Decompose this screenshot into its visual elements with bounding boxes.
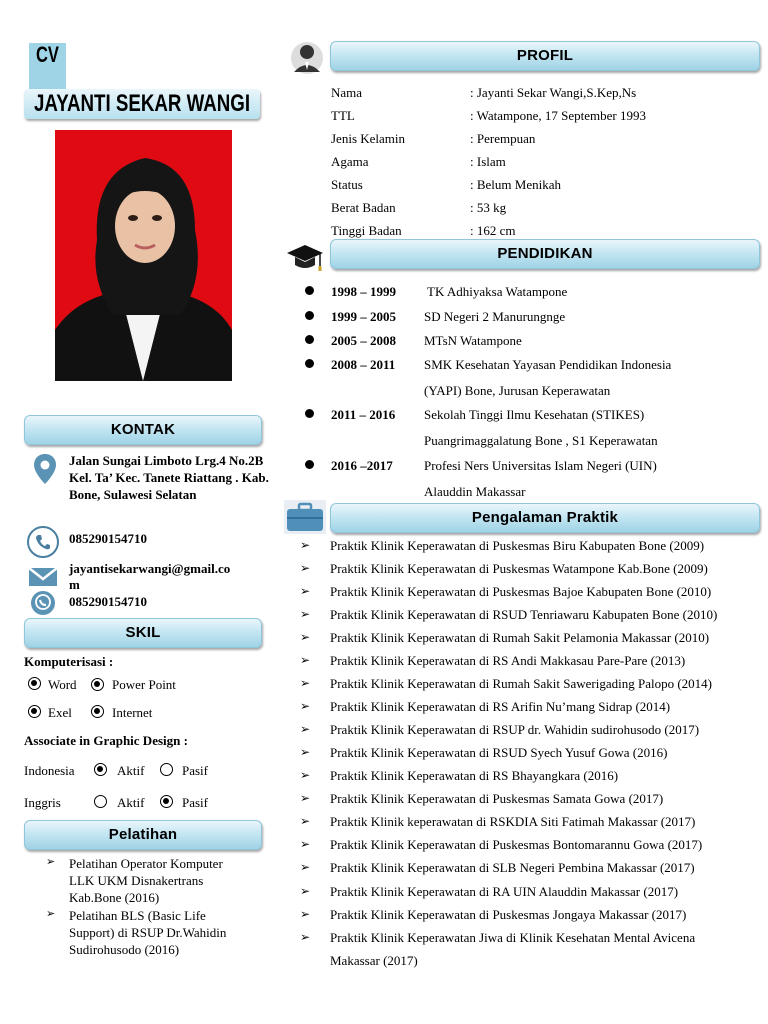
list-item-text: Praktik Klinik Keperawatan di SLB Negeri Pembina Makassar (2017) (330, 860, 695, 875)
edu-years: 1999 – 2005 (331, 309, 396, 324)
bullet-arrow-icon: ➢ (300, 745, 311, 759)
list-item-text: Praktik Klinik Keperawatan di RS Bhayangkara (2016) (330, 768, 619, 783)
profil-label: Status (331, 177, 363, 192)
list-item-text: Praktik Klinik Keperawatan di RSUD Tenriawaru Kabupaten Bone (2010) (330, 607, 718, 622)
edu-years: 2005 – 2008 (331, 333, 396, 348)
bullet-arrow-icon: ➢ (300, 768, 311, 782)
internet-radio (91, 705, 104, 718)
bullet-arrow-icon: ➢ (300, 676, 311, 690)
bullet-arrow-icon: ➢ (300, 930, 311, 944)
profil-values (470, 81, 646, 242)
indonesia-aktif-radio (94, 763, 107, 776)
mail-icon (28, 566, 58, 588)
profil-label: Jenis Kelamin (331, 131, 406, 146)
indonesia-aktif-label: Aktif (117, 763, 145, 778)
phone-icon (27, 526, 59, 558)
edu-school: SMK Kesehatan Yayasan Pendidikan Indonesia (424, 357, 672, 372)
pelatihan-item-line: LLK UKM Disnakertrans (69, 873, 204, 888)
indonesia-pasif-radio (160, 763, 173, 776)
skil-header (24, 618, 262, 648)
word-radio (28, 677, 41, 690)
list-item-text: Makassar (2017) (330, 953, 418, 968)
list-item-text: Praktik Klinik Keperawatan di Puskesmas Jongaya Makassar (2017) (330, 907, 687, 922)
contact-phone: 085290154710 (69, 531, 147, 546)
bullet-dot (305, 286, 314, 295)
bullet-arrow-icon: ➢ (300, 837, 311, 851)
pelatihan-item-line: Pelatihan Operator Komputer (69, 856, 223, 871)
inggris-label: Inggris (24, 795, 61, 810)
edu-school: TK Adhiyaksa Watampone (427, 284, 568, 299)
bullet-arrow-icon: ➢ (300, 561, 311, 575)
bullet-arrow-icon: ➢ (300, 607, 311, 621)
excel-label: Exel (48, 705, 72, 720)
edu-years: 2011 – 2016 (331, 407, 396, 422)
list-item-text: Praktik Klinik Keperawatan di Puskesmas Bontomarannu Gowa (2017) (330, 837, 703, 852)
bullet-dot (305, 311, 314, 320)
edu-school: SD Negeri 2 Manurungnge (424, 309, 566, 324)
profil-value: : Watampone, 17 September 1993 (470, 108, 646, 123)
powerpoint-radio (91, 678, 104, 691)
bullet-arrow-icon: ➢ (300, 907, 311, 921)
profil-label: Tinggi Badan (331, 223, 402, 238)
edu-school-line2: Alauddin Makassar (424, 484, 526, 499)
pelatihan-item-line: Sudirohusodo (2016) (69, 942, 180, 957)
bullet-arrow-icon: ➢ (300, 699, 311, 713)
profil-value: : Perempuan (470, 131, 536, 146)
list-item-text: Praktik Klinik Keperawatan Jiwa di Klinik Kesehatan Mental Avicena (330, 930, 696, 945)
bullet-arrow-icon: ➢ (300, 653, 311, 667)
cv-label: CV (36, 42, 59, 67)
profil-labels (331, 81, 405, 242)
bullet-arrow-icon: ➢ (46, 856, 56, 868)
bullet-dot (305, 359, 314, 368)
whatsapp-icon (30, 590, 56, 616)
pengalaman-header (330, 503, 760, 533)
contact-whatsapp: 085290154710 (69, 594, 147, 609)
word-label: Word (48, 677, 77, 692)
pelatihan-item (69, 907, 226, 958)
powerpoint-label: Power Point (112, 677, 176, 692)
pelatihan-item-line: Support) di RSUP Dr.Wahidin (69, 925, 227, 940)
kontak-title: KONTAK (110, 421, 176, 438)
profil-value: : 162 cm (470, 223, 516, 238)
excel-radio (28, 705, 41, 718)
list-item-text: Praktik Klinik Keperawatan di RSUD Syech Yusuf Gowa (2016) (330, 745, 668, 760)
inggris-pasif-radio (160, 795, 173, 808)
list-item-text: Praktik Klinik Keperawatan di RA UIN Alauddin Makassar (2017) (330, 884, 679, 899)
person-icon (291, 40, 323, 76)
komputer-label: Komputerisasi : (24, 654, 114, 669)
kontak-header (24, 415, 262, 445)
edu-years: 1998 – 1999 (331, 284, 396, 299)
skil-title: SKIL (125, 624, 161, 641)
pelatihan-item-line: Kab.Bone (2016) (69, 890, 160, 905)
bullet-arrow-icon: ➢ (300, 538, 311, 552)
edu-school: Sekolah Tinggi Ilmu Kesehatan (STIKES) (424, 407, 645, 422)
pendidikan-header (330, 239, 760, 269)
profil-value: : 53 kg (470, 200, 507, 215)
list-item-text: Praktik Klinik Keperawatan di Rumah Sakit Sawerigading Palopo (2014) (330, 676, 712, 691)
list-item-text: Praktik Klinik Keperawatan di Puskesmas Samata Gowa (2017) (330, 791, 664, 806)
profil-label: Agama (331, 154, 369, 169)
list-item-text: Praktik Klinik Keperawatan di RS Arifin Nu’mang Sidrap (2014) (330, 699, 671, 714)
indonesia-label: Indonesia (24, 763, 75, 778)
list-item-text: Praktik Klinik Keperawatan di Rumah Sakit Pelamonia Makassar (2010) (330, 630, 710, 645)
pelatihan-item (69, 855, 223, 906)
edu-school: MTsN Watampone (424, 333, 522, 348)
list-item-text: Praktik Klinik Keperawatan di Puskesmas Biru Kabupaten Bone (2009) (330, 538, 705, 553)
profil-value: : Jayanti Sekar Wangi,S.Kep,Ns (470, 85, 637, 100)
bullet-arrow-icon: ➢ (300, 584, 311, 598)
bullet-arrow-icon: ➢ (300, 860, 311, 874)
bullet-dot (305, 409, 314, 418)
bullet-arrow-icon: ➢ (46, 908, 56, 920)
location-pin-icon (31, 452, 59, 486)
pelatihan-header (24, 820, 262, 850)
pendidikan-title: PENDIDIKAN (497, 245, 593, 262)
inggris-pasif-label: Pasif (182, 795, 208, 810)
list-item-text: Praktik Klinik Keperawatan di RSUP dr. Wahidin sudirohusodo (2017) (330, 722, 700, 737)
profil-header (330, 41, 760, 71)
briefcase-icon (284, 500, 326, 534)
graphic-label: Associate in Graphic Design : (24, 733, 188, 748)
bullet-dot (305, 335, 314, 344)
profil-label: TTL (331, 108, 355, 123)
profil-label: Nama (331, 85, 363, 100)
contact-address: Jalan Sungai Limboto Lrg.4 No.2B Kel. Ta’ Kec. Tanete Riattang . Kab. Bone, Sulawesi Selatan (69, 453, 269, 502)
pengalaman-title: Pengalaman Praktik (471, 509, 619, 526)
edu-years: 2016 –2017 (331, 458, 393, 473)
bullet-arrow-icon: ➢ (300, 722, 311, 736)
page-title: JAYANTI SEKAR WANGI (34, 90, 251, 117)
edu-years: 2008 – 2011 (331, 357, 396, 372)
pelatihan-title: Pelatihan (108, 826, 178, 843)
inggris-aktif-label: Aktif (117, 795, 145, 810)
bullet-arrow-icon: ➢ (300, 884, 311, 898)
indonesia-pasif-label: Pasif (182, 763, 208, 778)
bullet-arrow-icon: ➢ (300, 791, 311, 805)
bullet-arrow-icon: ➢ (300, 814, 311, 828)
profil-value: : Islam (470, 154, 506, 169)
bullet-arrow-icon: ➢ (300, 630, 311, 644)
internet-label: Internet (112, 705, 153, 720)
contact-email-line2: m (69, 577, 80, 592)
edu-school-line2: Puangrimaggalatung Bone , S1 Keperawatan (424, 433, 658, 448)
pelatihan-item-line: Pelatihan BLS (Basic Life (69, 908, 206, 923)
list-item-text: Praktik Klinik keperawatan di RSKDIA Siti Fatimah Makassar (2017) (330, 814, 696, 829)
list-item-text: Praktik Klinik Keperawatan di Puskesmas Watampone Kab.Bone (2009) (330, 561, 708, 576)
contact-email-line1: jayantisekarwangi@gmail.co (69, 561, 231, 576)
profil-label: Berat Badan (331, 200, 396, 215)
profile-photo (55, 130, 232, 381)
list-item-text: Praktik Klinik Keperawatan di RS Andi Makkasau Pare-Pare (2013) (330, 653, 686, 668)
profil-title: PROFIL (516, 47, 574, 64)
graduation-cap-icon (285, 243, 325, 275)
profil-value: : Belum Menikah (470, 177, 561, 192)
bullet-dot (305, 460, 314, 469)
edu-school-line2: (YAPI) Bone, Jurusan Keperawatan (424, 383, 611, 398)
inggris-aktif-radio (94, 795, 107, 808)
list-item-text: Praktik Klinik Keperawatan di Puskesmas Bajoe Kabupaten Bone (2010) (330, 584, 712, 599)
edu-school: Profesi Ners Universitas Islam Negeri (UIN) (424, 458, 657, 473)
